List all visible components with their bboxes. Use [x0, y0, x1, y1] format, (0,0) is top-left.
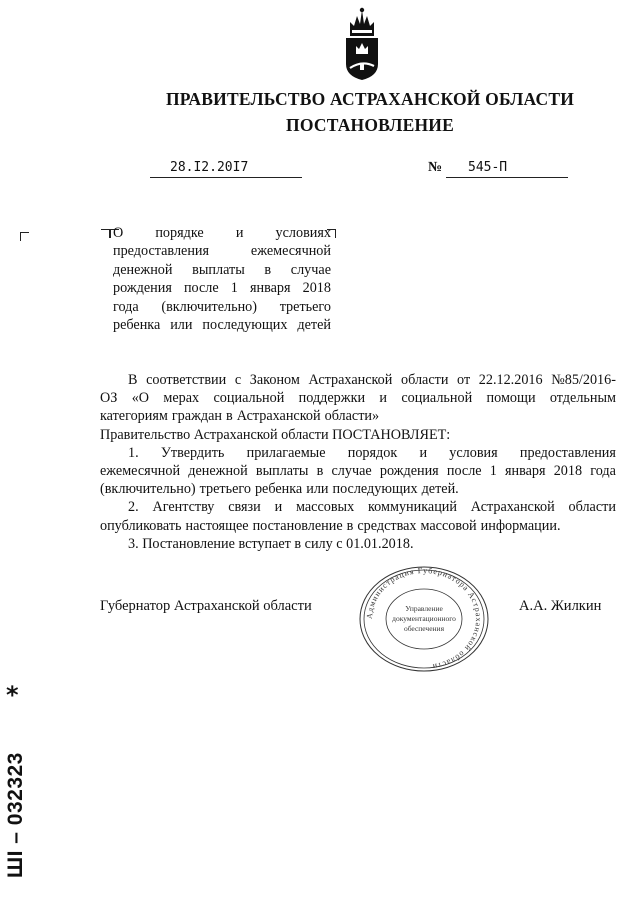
body-line: ОЗ «О мерах социальной поддержки и социальной помощи отдельным [100, 390, 616, 407]
subject-left-corner-mark [101, 229, 110, 238]
decree-line: Правительство Астраханской области ПОСТАНОВЛЯЕТ: [100, 426, 451, 443]
body-line: (включительно) третьего ребенка или последующих детей. [100, 481, 459, 498]
document-date: 28.I2.20I7 [150, 159, 302, 178]
stamp-inner-line: Управление [405, 604, 443, 613]
body-line: 2. Агентству связи и массовых коммуникаций Астраханской области [128, 499, 616, 516]
subject-line: денежной выплаты в случае [113, 261, 331, 278]
document-body [100, 371, 616, 553]
stamp-outer-text: Администрация Губернатора Астраханской области [364, 565, 484, 672]
stamp-inner-line: документационного [392, 614, 456, 623]
official-stamp [356, 565, 492, 673]
body-line: категориям граждан в Астраханской области» [100, 408, 380, 425]
serial-star-mark: * [6, 681, 19, 709]
document-type-title: ПОСТАНОВЛЕНИЕ [286, 115, 454, 135]
body-line: ежемесячной денежной выплаты в случае рождения после 1 января 2018 года [100, 462, 616, 479]
coat-of-arms-emblem [336, 6, 388, 82]
body-line: В соответствии с Законом Астраханской области от 22.12.2016 №85/2016- [128, 372, 616, 388]
subject-line: рождения после 1 января 2018 [113, 280, 331, 297]
body-line: 1. Утвердить прилагаемые порядок и условия предоставления [128, 444, 616, 461]
subject-line: О порядке и условиях [113, 225, 331, 241]
subject-line: года (включительно) третьего [113, 298, 331, 315]
stamp-inner-line: обеспечения [403, 624, 445, 633]
government-title: ПРАВИТЕЛЬСТВО АСТРАХАНСКОЙ ОБЛАСТИ [165, 89, 575, 109]
document-subject [113, 224, 331, 334]
subject-line: ребенка или последующих детей [113, 316, 331, 333]
serial-number-text: ШI – 032323 [4, 752, 27, 878]
signatory-position: Губернатор Астраханской области [100, 598, 312, 614]
left-margin-corner-mark [20, 232, 29, 241]
subject-line: предоставления ежемесячной [113, 243, 331, 260]
document-number: 545-П [446, 159, 568, 178]
number-sign: № [428, 160, 443, 175]
body-line: опубликовать настоящее постановление в средствах массовой информации. [100, 517, 561, 534]
signatory-name: А.А. Жилкин [519, 598, 602, 614]
serial-number-mark [4, 718, 30, 878]
body-line: 3. Постановление вступает в силу с 01.01.2018. [128, 535, 414, 552]
